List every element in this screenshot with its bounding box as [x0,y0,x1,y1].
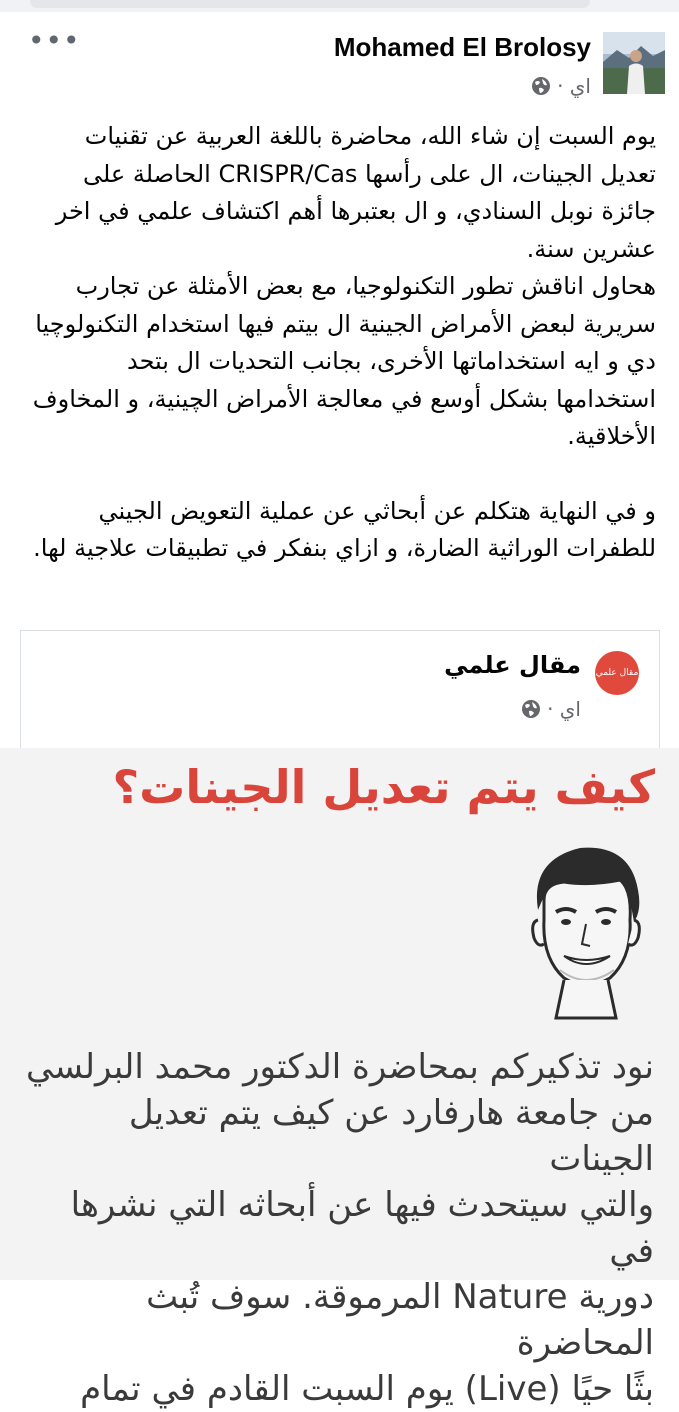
shared-post-card[interactable] [20,630,660,749]
image-body [20,1044,654,1412]
page-logo[interactable] [595,651,639,695]
post-timestamp[interactable]: اي · [557,74,591,98]
image-line-5: بثًا حيًا (Live) يوم السبت القادم في تمام [80,1369,654,1409]
post-text [26,118,656,568]
shared-timestamp[interactable]: اي · [547,697,581,721]
face-illustration [520,840,650,1020]
shared-meta [521,697,581,721]
image-line-2: من جامعة هارفارد عن كيف يتم تعديل الجينات [128,1093,654,1179]
author-avatar[interactable] [603,32,665,94]
post-paragraph-2: هحاول اناقش تطور التكنولوجيا، مع بعض الأمثلة عن تجارب سريرية لبعض الأمراض الجينية ال بيتم فيها استخدام التكنولوچيا دي و ايه استخداماتها الأخرى، بجانب التحديات ال بتحد استخدامها بشكل أوسع في معالجة الأمراض الچينية، و المخاوف الأخلاقية. [32,272,656,450]
post-meta [531,74,591,98]
post-header [0,18,679,108]
top-bar [0,0,679,12]
globe-icon [521,699,541,719]
top-bar-pill [30,0,590,8]
image-title: كيف يتم تعديل الجينات؟ [112,760,655,814]
globe-icon [531,76,551,96]
page-logo-text: مقال علمي [595,668,639,678]
author-name[interactable]: Mohamed El Brolosy [333,32,591,62]
image-line-1: نود تذكيركم بمحاضرة الدكتور محمد البرلسي [25,1047,654,1087]
post-paragraph-3: و في النهاية هتكلم عن أبحاثي عن عملية التعويض الجيني للطفرات الوراثية الضارة، و ازاي بنفكر في تطبيقات علاجية لها. [33,496,656,562]
paragraph-gap [26,456,656,493]
shared-image[interactable] [0,748,679,1409]
more-options-icon[interactable]: ••• [28,24,81,57]
image-line-4: دورية Nature المرموقة. سوف تُبث المحاضرة [146,1277,654,1363]
avatar-photo [603,32,665,94]
page-name[interactable]: مقال علمي [444,651,581,679]
image-line-3: والتي سيتحدث فيها عن أبحاثه التي نشرها في [70,1185,654,1271]
post-paragraph-1: يوم السبت إن شاء الله، محاضرة باللغة العربية عن تقنيات تعديل الجينات، ال على رأسها CRISPR/Cas الحاصلة على جائزة نوبل السنادي، و ال بعتبرها أهم اكتشاف علمي في اخر عشرين سنة. [55,122,656,263]
